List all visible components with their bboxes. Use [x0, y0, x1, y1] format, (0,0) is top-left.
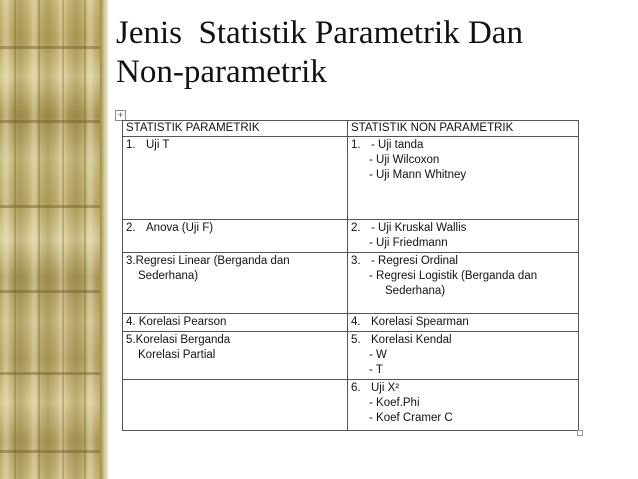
sub-item: - W — [369, 349, 387, 361]
cell-parametric — [123, 220, 348, 253]
cell-parametric — [123, 314, 348, 332]
table-row — [123, 380, 579, 431]
sub-item: - T — [369, 364, 383, 376]
item-number: 3. — [351, 255, 361, 267]
sub-item: - Uji Friedmann — [369, 237, 448, 249]
plus-icon[interactable]: + — [115, 110, 126, 121]
item-number: 4. — [351, 316, 361, 328]
cell-parametric-empty — [123, 380, 348, 431]
item-text: 5.Korelasi Berganda — [126, 334, 231, 346]
slide-title — [116, 14, 626, 92]
item-text: Sederhana) — [138, 270, 199, 282]
header-parametric: STATISTIK PARAMETRIK — [123, 121, 348, 137]
list-item — [351, 138, 575, 153]
cell-nonparametric — [348, 380, 579, 431]
item-text: Anova (Uji F) — [146, 222, 214, 234]
list-item — [126, 138, 344, 153]
item-number: 1. — [126, 139, 136, 151]
bamboo-background — [0, 0, 108, 479]
bamboo-edge — [100, 0, 108, 479]
sub-item: - Regresi Logistik (Berganda dan — [369, 270, 538, 282]
item-text: 4. Korelasi Pearson — [126, 316, 227, 328]
item-number: 2. — [126, 222, 136, 234]
item-number: 2. — [351, 222, 361, 234]
cell-parametric — [123, 332, 348, 380]
cell-parametric — [123, 137, 348, 220]
item-number: 1. — [351, 139, 361, 151]
item-text: Korelasi Partial — [138, 349, 216, 361]
list-item — [351, 381, 575, 396]
list-item — [351, 333, 575, 348]
resize-corner-icon[interactable] — [577, 430, 583, 436]
cell-nonparametric — [348, 253, 579, 314]
sub-item: - Koef.Phi — [369, 397, 420, 409]
slide-title-line-1: Jenis Statistik Parametrik Dan — [116, 15, 523, 51]
item-number: 6. — [351, 382, 361, 394]
header-nonparametric: STATISTIK NON PARAMETRIK — [348, 121, 579, 137]
item-text: 3.Regresi Linear (Berganda dan — [126, 255, 290, 267]
sub-item: Sederhana) — [385, 285, 446, 297]
item-text: Korelasi Kendal — [371, 334, 452, 346]
list-item — [126, 221, 344, 236]
sub-item: - Koef Cramer C — [369, 412, 453, 424]
item-number: 5. — [351, 334, 361, 346]
table-row — [123, 137, 579, 220]
cell-parametric — [123, 253, 348, 314]
cell-nonparametric — [348, 314, 579, 332]
cell-nonparametric — [348, 220, 579, 253]
sub-item: - Uji Mann Whitney — [369, 169, 467, 181]
item-text: Uji T — [146, 139, 170, 151]
cell-nonparametric — [348, 137, 579, 220]
item-text: - Regresi Ordinal — [371, 255, 458, 267]
item-text: - Uji Kruskal Wallis — [371, 222, 467, 234]
list-item — [351, 315, 575, 330]
table-row — [123, 220, 579, 253]
slide-title-line-2: Non-parametrik — [116, 54, 327, 90]
table-header-row — [123, 121, 579, 137]
cell-nonparametric — [348, 332, 579, 380]
item-text: Korelasi Spearman — [371, 316, 469, 328]
sub-item: - Uji Wilcoxon — [369, 154, 440, 166]
table-row — [123, 314, 579, 332]
item-text: - Uji tanda — [371, 139, 424, 151]
list-item — [351, 221, 575, 236]
table-row — [123, 332, 579, 380]
table-row — [123, 253, 579, 314]
list-item — [351, 254, 575, 269]
item-text: Uji X² — [371, 382, 400, 394]
statistics-table — [122, 120, 579, 431]
